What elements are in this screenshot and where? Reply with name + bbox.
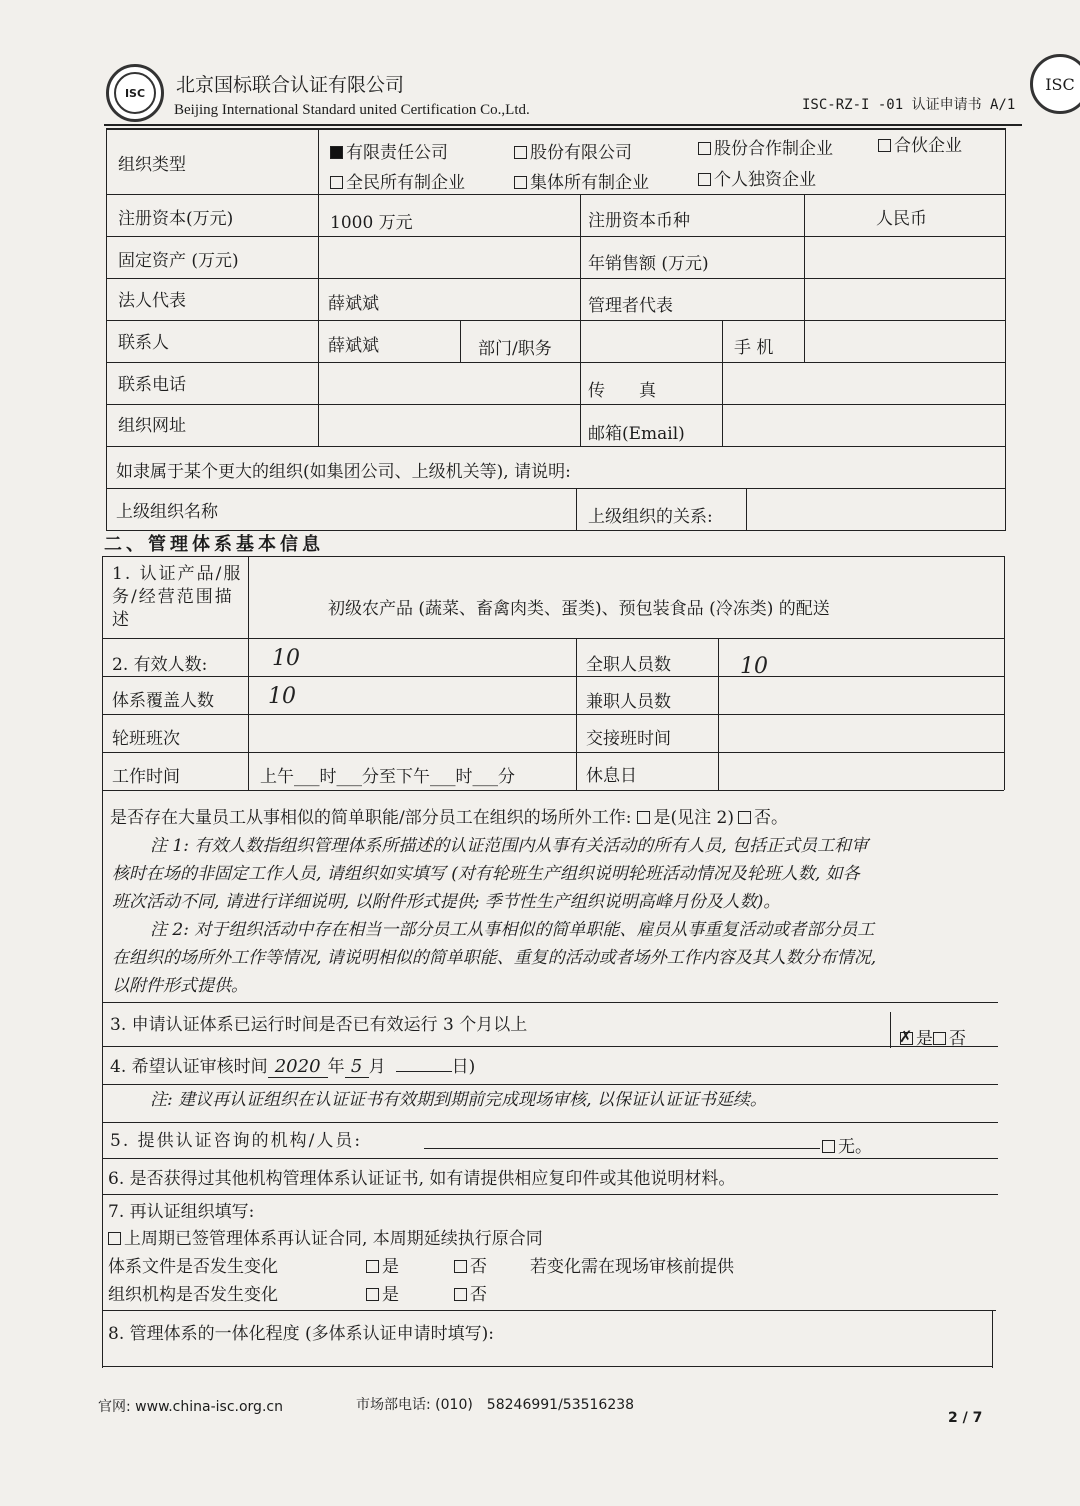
q5-input[interactable]: [424, 1148, 820, 1149]
fulltime-label: 全职人员数: [586, 655, 671, 675]
logo-edge-text: ISC: [1045, 74, 1075, 94]
legal-rep-value: 薛斌斌: [328, 294, 379, 314]
org-type-option[interactable]: 合伙企业: [878, 131, 962, 156]
row-divider: [102, 1046, 998, 1047]
row-divider: [106, 320, 1006, 321]
col-divider: [804, 194, 805, 320]
q4-day-field[interactable]: [396, 1071, 452, 1072]
parttime-label: 兼职人员数: [586, 692, 671, 712]
checkbox-icon[interactable]: [738, 811, 751, 824]
q4-row: 4. 希望认证审核时间 2020 年 5 月 日): [110, 1056, 476, 1077]
q8-text: 8. 管理体系的一体化程度 (多体系认证申请时填写):: [108, 1324, 495, 1344]
q7-docs-label: 体系文件是否发生变化: [108, 1257, 278, 1277]
checkbox-icon: [366, 1260, 379, 1273]
row-divider: [106, 362, 1006, 363]
col-divider: [804, 320, 805, 362]
checkbox-checked-icon: [330, 146, 343, 159]
worktime-label: 工作时间: [112, 767, 180, 787]
reg-currency-value: 人民币: [876, 209, 927, 229]
scope-label: 1. 认证产品/服务/经营范围描述: [112, 564, 243, 630]
row-divider: [106, 236, 1006, 237]
document-number: ISC-RZ-I -01 认证申请书 A/1: [802, 97, 1016, 113]
row-divider: [102, 752, 1004, 753]
q7-option-contract[interactable]: 上周期已签管理体系再认证合同, 本周期延续执行原合同: [108, 1224, 543, 1249]
contact-value: 薛斌斌: [328, 336, 379, 356]
table-border: [102, 1366, 992, 1367]
q7-text: 7. 再认证组织填写:: [108, 1202, 255, 1222]
q3-options: ✗ 是 否: [899, 1027, 966, 1049]
company-name-en: Beijing International Standard united Certification Co.,Ltd.: [174, 102, 530, 118]
footer-phone: 市场部电话: (010) 58246991/53516238: [356, 1397, 635, 1413]
row-divider: [102, 790, 1004, 791]
col-divider: [890, 1012, 891, 1048]
q7-docs-no[interactable]: 否: [454, 1252, 487, 1277]
fax-label: 传 真: [588, 381, 656, 401]
col-divider: [992, 1310, 993, 1368]
coverage-value: 10: [268, 684, 296, 709]
table-border: [106, 128, 1006, 130]
checkbox-icon[interactable]: [822, 1140, 835, 1153]
mgmt-rep-label: 管理者代表: [588, 296, 673, 316]
checkbox-icon: [878, 139, 891, 152]
checkbox-icon: [108, 1232, 121, 1245]
shift-label: 轮班班次: [112, 729, 180, 749]
note2-line: 在组织的场所外工作等情况, 请说明相似的简单职能、重复的活动或者场外工作内容及其人数分布情况,: [112, 948, 877, 968]
org-type-option[interactable]: 有限责任公司: [330, 138, 448, 163]
org-type-option[interactable]: 股份合作制企业: [698, 134, 833, 159]
parent-rel-label: 上级组织的关系:: [588, 507, 713, 527]
dept-label: 部门/职务: [478, 339, 552, 359]
col-divider: [580, 194, 581, 446]
checkbox-icon[interactable]: [637, 811, 650, 824]
q7-org-yes[interactable]: 是: [366, 1280, 399, 1305]
col-divider: [746, 488, 747, 530]
section-title: 二、管理体系基本信息: [104, 534, 324, 555]
legal-rep-label: 法人代表: [118, 291, 186, 311]
col-divider: [318, 128, 319, 446]
col-divider: [102, 556, 103, 1368]
col-divider: [1005, 128, 1006, 530]
q4-note: 注: 建议再认证组织在认证证书有效期到期前完成现场审核, 以保证认证证书延续。: [150, 1090, 767, 1110]
annual-sales-label: 年销售额 (万元): [588, 254, 709, 274]
reg-capital-value: 1000 万元: [330, 213, 413, 233]
col-divider: [460, 320, 461, 362]
row-divider: [102, 556, 1004, 557]
checkbox-icon[interactable]: [933, 1032, 946, 1045]
row-divider: [102, 1122, 998, 1123]
parent-note: 如隶属于某个更大的组织(如集团公司、上级机关等), 请说明:: [116, 462, 571, 482]
checkbox-icon: [454, 1288, 467, 1301]
row-divider: [102, 638, 1004, 639]
note1-line: 班次活动不同, 请进行详细说明, 以附件形式提供; 季节性生产组织说明高峰月份及人数)。: [112, 892, 781, 912]
checkbox-icon: [514, 146, 527, 159]
q3-text: 3. 申请认证体系已运行时间是否已有效运行 3 个月以上: [110, 1015, 528, 1035]
col-divider: [1004, 556, 1005, 790]
row-divider: [106, 404, 1006, 405]
note1-line: 注 1: 有效人数指组织管理体系所描述的认证范围内从事有关活动的所有人员, 包括正式员工和审: [150, 836, 869, 856]
q7-org-no[interactable]: 否: [454, 1280, 487, 1305]
logo-text: ISC: [114, 72, 156, 114]
note2-line: 以附件形式提供。: [112, 976, 248, 996]
parent-name-label: 上级组织名称: [116, 502, 218, 522]
row-divider: [106, 194, 1006, 195]
checkbox-icon: [698, 142, 711, 155]
q6-text: 6. 是否获得过其他机构管理体系认证证书, 如有请提供相应复印件或其他说明材料。: [108, 1169, 736, 1189]
org-type-label: 组织类型: [118, 155, 186, 175]
row-divider: [102, 1194, 998, 1195]
q4-month-value[interactable]: 5: [345, 1056, 369, 1078]
reg-currency-label: 注册资本币种: [588, 211, 690, 231]
coverage-label: 体系覆盖人数: [112, 691, 214, 711]
org-type-option[interactable]: 全民所有制企业: [330, 168, 465, 193]
q5-text: 5. 提供认证咨询的机构/人员:: [110, 1131, 363, 1151]
restday-label: 休息日: [586, 766, 637, 786]
org-type-option[interactable]: 个人独资企业: [698, 165, 816, 190]
checkbox-icon: [698, 173, 711, 186]
row-divider: [102, 676, 1004, 677]
company-name-cn: 北京国标联合认证有限公司: [176, 74, 405, 96]
q7-org-label: 组织机构是否发生变化: [108, 1285, 278, 1305]
col-divider: [106, 128, 107, 530]
row-divider: [102, 1158, 998, 1159]
note2-line: 注 2: 对于组织活动中存在相当一部分员工从事相似的简单职能、雇员从事重复活动或者部分员工: [150, 920, 875, 940]
checkbox-icon: [366, 1288, 379, 1301]
effective-label: 2. 有效人数:: [112, 655, 208, 675]
fulltime-value: 10: [740, 654, 768, 679]
website-label: 组织网址: [118, 416, 186, 436]
row-divider: [106, 488, 1006, 489]
checkbox-icon: [514, 176, 527, 189]
scope-value: 初级农产品 (蔬菜、畜禽肉类、蛋类)、预包装食品 (冷冻类) 的配送: [328, 599, 830, 619]
effective-value: 10: [272, 646, 300, 671]
mobile-label: 手 机: [734, 338, 774, 358]
col-divider: [718, 638, 719, 790]
reg-capital-label: 注册资本(万元): [118, 209, 234, 229]
handover-label: 交接班时间: [586, 729, 671, 749]
phone-label: 联系电话: [118, 375, 186, 395]
row-divider: [106, 278, 1006, 279]
row-divider: [102, 1084, 998, 1085]
footer-website: 官网: www.china-isc.org.cn: [98, 1399, 283, 1415]
q7-note: 若变化需在现场审核前提供: [530, 1257, 734, 1277]
worktime-value: 上午___时___分至下午___时___分: [260, 767, 515, 787]
col-divider: [248, 556, 249, 790]
checkbox-checked-icon[interactable]: ✗: [899, 1027, 913, 1046]
row-divider: [102, 1002, 998, 1003]
contact-label: 联系人: [118, 333, 169, 353]
col-divider: [576, 638, 577, 790]
q5-none: 无。: [822, 1132, 872, 1157]
header-rule: [104, 124, 1022, 126]
org-type-option[interactable]: 股份有限公司: [514, 138, 632, 163]
q4-year-value[interactable]: 2020: [268, 1056, 328, 1078]
fixed-assets-label: 固定资产 (万元): [118, 251, 239, 271]
row-divider: [106, 446, 1006, 447]
similar-question: 是否存在大量员工从事相似的简单职能/部分员工在组织的场所外工作: 是(见注 2) 否。: [110, 808, 788, 828]
col-divider: [576, 488, 577, 530]
col-divider: [722, 320, 723, 446]
org-type-option[interactable]: 集体所有制企业: [514, 168, 649, 193]
company-logo: [106, 64, 164, 122]
row-divider: [102, 1310, 996, 1311]
row-divider: [102, 714, 1004, 715]
email-label: 邮箱(Email): [588, 424, 685, 444]
note1-line: 核时在场的非固定工作人员, 请组织如实填写 (对有轮班生产组织说明轮班活动情况及轮班人数, 如各: [112, 864, 860, 884]
company-logo-edge: [1030, 54, 1080, 114]
checkbox-icon: [330, 176, 343, 189]
page-number: 2 / 7: [948, 1410, 983, 1426]
checkbox-icon: [454, 1260, 467, 1273]
q7-docs-yes[interactable]: 是: [366, 1252, 399, 1277]
